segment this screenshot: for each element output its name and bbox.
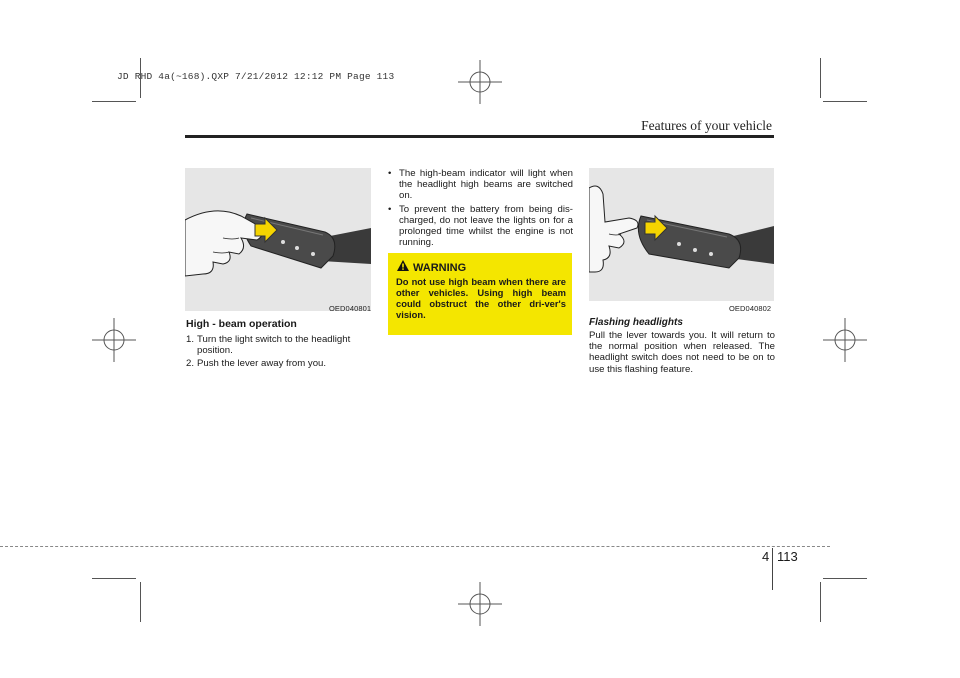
step-number: 1. <box>186 334 195 345</box>
figure-flashing <box>589 168 774 301</box>
bullet-item <box>388 204 573 249</box>
crop-mark-top-right-h <box>823 101 867 102</box>
bullet-text: To prevent the battery from being dis-charged, do not leave the lights on for a prolonged time whilst the engine is not running. <box>399 203 573 249</box>
crop-mark-bottom-left-v <box>140 582 141 622</box>
warning-triangle-icon <box>396 259 410 272</box>
info-bullets <box>388 168 573 250</box>
crop-mark-top-right-v <box>820 58 821 98</box>
warning-box <box>388 253 572 335</box>
header-rule <box>185 135 774 138</box>
footer-separator <box>772 548 773 590</box>
section-title: Features of your vehicle <box>641 118 772 133</box>
step-item <box>186 334 372 356</box>
bullet-text: The high-beam indicator will light when the headlight high beams are switched on. <box>399 168 573 202</box>
high-beam-heading: High - beam operation <box>186 318 297 330</box>
warning-body: Do not use high beam when there are other vehicles. Using high beam could obstruct the other dri-ver's vision. <box>396 276 566 320</box>
flashing-body: Pull the lever towards you. It will return to the normal position when released. The headlight switch does not need to be on to use this flashing feature. <box>589 330 775 375</box>
bullet-icon: • <box>388 168 392 179</box>
registration-mark-bottom <box>455 582 505 626</box>
bullet-item <box>388 168 573 202</box>
crop-mark-bottom-left-h <box>92 578 136 579</box>
figure-code-2: OED040802 <box>729 304 772 313</box>
crop-mark-top-left-h <box>92 101 136 102</box>
high-beam-steps <box>186 334 372 372</box>
warning-title: WARNING <box>413 262 467 274</box>
step-item <box>186 358 372 369</box>
flashing-heading: Flashing headlights <box>589 317 683 328</box>
figure-high-beam <box>185 168 371 311</box>
chapter-number: 4 <box>762 549 770 564</box>
registration-mark-left <box>92 318 136 362</box>
page-number: 113 <box>777 549 798 564</box>
crop-mark-bottom-right-v <box>820 582 821 622</box>
step-text: Turn the light switch to the headlight position. <box>197 334 351 357</box>
hand-pushing-lever-illustration <box>185 168 371 311</box>
crop-mark-bottom-right-h <box>823 578 867 579</box>
registration-mark-top <box>455 60 505 104</box>
registration-mark-right <box>823 318 867 362</box>
step-number: 2. <box>186 358 195 370</box>
print-slug: JD RHD 4a(~168).QXP 7/21/2012 12:12 PM Page 113 <box>117 71 395 82</box>
bullet-icon: • <box>388 203 392 215</box>
figure-code-1: OED040801 <box>329 304 372 313</box>
hand-pulling-lever-illustration <box>589 168 774 301</box>
footer-dashed-rule <box>0 546 830 547</box>
step-text: Push the lever away from you. <box>197 358 327 370</box>
